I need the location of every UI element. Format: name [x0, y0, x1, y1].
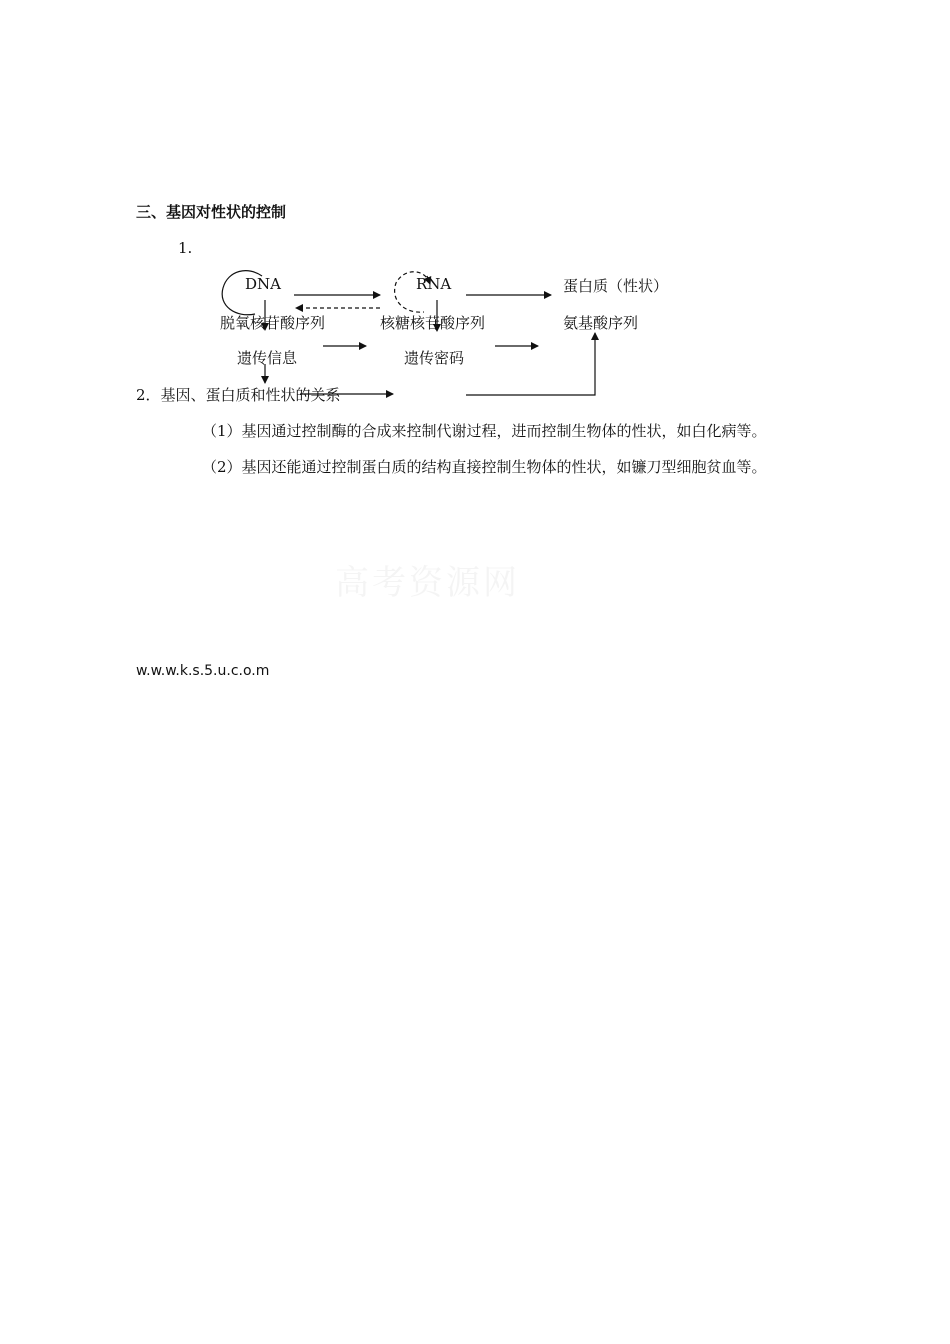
footer-url: w.w.w.k.s.5.u.c.o.m [136, 663, 270, 679]
label-amino-acid-sequence: 氨基酸序列 [563, 314, 639, 332]
item-1-number: 1. [178, 239, 193, 257]
label-rna: RNA [416, 275, 452, 293]
elbow-arrow [466, 333, 595, 395]
watermark: 高考资源网 [335, 563, 520, 603]
relation-point-1: （1）基因通过控制酶的合成来控制代谢过程，进而控制生物体的性状，如白化病等。 [202, 422, 767, 440]
label-dna: DNA [245, 275, 281, 293]
central-dogma-diagram [0, 0, 950, 420]
label-protein-trait: 蛋白质（性状） [563, 277, 669, 295]
label-deoxynucleotide-sequence: 脱氧核苷酸序列 [220, 314, 326, 332]
item-2-title: 2．基因、蛋白质和性状的关系 [136, 386, 341, 404]
label-genetic-code: 遗传密码 [404, 349, 465, 367]
label-genetic-information: 遗传信息 [237, 349, 298, 367]
section-title: 三、基因对性状的控制 [136, 203, 287, 221]
relation-point-2: （2）基因还能通过控制蛋白质的结构直接控制生物体的性状，如镰刀型细胞贫血等。 [202, 458, 767, 476]
label-ribonucleotide-sequence: 核糖核苷酸序列 [380, 314, 486, 332]
